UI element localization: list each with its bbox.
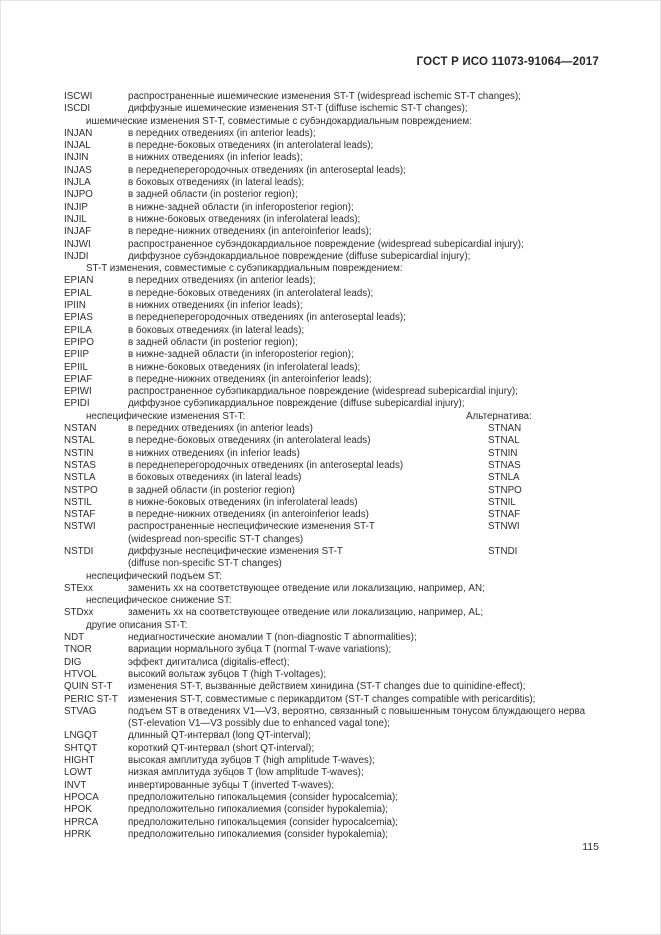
- abbreviation-code: EPIIL: [64, 361, 88, 373]
- abbreviation-code: NSTLA: [64, 472, 96, 484]
- abbreviation-description: изменения ST-T, совместимые с перикардитом (ST-T changes compatible with pericarditis);: [128, 693, 536, 705]
- abbreviation-code: EPIAF: [64, 373, 93, 385]
- section-row: [64, 116, 601, 128]
- alternative-code: STNAL: [488, 435, 520, 447]
- abbreviation-description: в боковых отведениях (in lateral leads);: [128, 177, 305, 189]
- abbreviation-description: диффузные неспецифические изменения ST-T: [128, 545, 343, 557]
- abbreviation-description: инвертированные зубцы T (inverted T-waves);: [128, 779, 335, 791]
- abbreviation-description: заменить хх на соответствующее отведение или локализацию, например, AN;: [128, 582, 485, 594]
- abbreviation-code: NSTPO: [64, 484, 98, 496]
- abbreviation-row: [64, 374, 601, 386]
- abbreviation-row: [64, 202, 601, 214]
- section-row: [64, 263, 601, 275]
- abbreviation-description: в передне-боковых отведениях (in anterolateral leads);: [128, 287, 374, 299]
- abbreviation-row: [64, 657, 601, 669]
- section-label: неспецифический подъем ST:: [86, 570, 222, 582]
- abbreviation-code: NSTAF: [64, 509, 96, 521]
- abbreviation-description: предположительно гипокалиемия (consider hypokalemia);: [128, 804, 388, 816]
- abbreviation-code: EPIIP: [64, 349, 90, 361]
- abbreviation-description: диффузные ишемические изменения ST-T (diffuse ischemic ST-T changes);: [128, 103, 468, 115]
- abbreviation-row: [64, 152, 601, 164]
- abbreviation-code: INJAN: [64, 127, 93, 139]
- abbreviation-code: ISCWI: [64, 91, 93, 102]
- abbreviation-description: предположительно гипокальцемия (consider hypocalcemia);: [128, 816, 398, 828]
- alternative-code: STNLA: [488, 472, 520, 484]
- abbreviation-row: [64, 275, 601, 287]
- abbreviation-row: [64, 743, 601, 755]
- abbreviation-code: HPOCA: [64, 791, 99, 803]
- abbreviation-code: IPIIN: [64, 300, 86, 312]
- abbreviation-description: распространенное субэпикардиальное повреждение (widespread subepicardial injury);: [128, 386, 518, 398]
- section-label: ST-T изменения, совместимые с субэпикардиальным повреждением:: [86, 263, 403, 275]
- section-label: ишемические изменения ST-T, совместимые с субэндокардиальным повреждением:: [86, 115, 472, 127]
- abbreviation-row: [64, 140, 601, 152]
- abbreviation-code: INJAS: [64, 164, 92, 176]
- abbreviation-row: [64, 362, 601, 374]
- abbreviation-row: [64, 448, 601, 460]
- abbreviation-code: EPILA: [64, 324, 92, 336]
- abbreviation-row: [64, 706, 601, 718]
- document-standard-number: ГОСТ Р ИСО 11073-91064—2017: [416, 56, 599, 68]
- section-row: [64, 411, 601, 423]
- abbreviation-description: распространенные неспецифические изменения ST-T: [128, 521, 375, 533]
- abbreviation-row: [64, 817, 601, 829]
- abbreviation-row: [64, 460, 601, 472]
- abbreviation-description: в нижних отведениях (in inferior leads);: [128, 300, 303, 312]
- abbreviation-description: изменения ST-T, вызванные действием хинидина (ST-T changes due to quinidine-effect);: [128, 681, 526, 693]
- abbreviation-row: [64, 632, 601, 644]
- abbreviation-description: в нижне-боковых отведениях (in inferolateral leads);: [128, 213, 361, 225]
- abbreviation-description: в передне-нижних отведениях (in anteroinferior leads);: [128, 373, 372, 385]
- abbreviation-row: [64, 91, 601, 103]
- abbreviation-description: в переднеперегородочных отведениях (in anteroseptal leads);: [128, 164, 406, 176]
- abbreviation-row: [64, 755, 601, 767]
- abbreviation-code: EPIAS: [64, 312, 93, 324]
- abbreviation-description: в нижних отведениях (in inferior leads): [128, 447, 300, 459]
- abbreviation-code: ISCDI: [64, 103, 91, 115]
- section-row: [64, 571, 601, 583]
- abbreviation-description: предположительно гипокалиемия (consider hypokalemia);: [128, 828, 388, 840]
- abbreviation-description: в нижне-боковых отведениях (in inferolateral leads);: [128, 361, 361, 373]
- abbreviation-row: [64, 103, 601, 115]
- abbreviation-row: [64, 472, 601, 484]
- abbreviation-code: EPIDI: [64, 398, 90, 410]
- abbreviation-code: NSTAL: [64, 435, 95, 447]
- abbreviation-description: в передних отведениях (in anterior leads);: [128, 275, 316, 287]
- abbreviation-code: EPIAL: [64, 287, 92, 299]
- abbreviation-row: [64, 165, 601, 177]
- alternative-code: STNIN: [488, 447, 518, 459]
- abbreviation-list: [64, 91, 601, 841]
- abbreviation-row: [64, 239, 601, 251]
- abbreviation-row: [64, 534, 601, 546]
- abbreviation-row: [64, 288, 601, 300]
- abbreviation-description: в нижних отведениях (in inferior leads);: [128, 152, 303, 164]
- abbreviation-code: TNOR: [64, 644, 92, 656]
- abbreviation-code: NSTIL: [64, 496, 92, 508]
- abbreviation-code: LOWT: [64, 767, 93, 779]
- abbreviation-code: EPIWI: [64, 386, 92, 398]
- abbreviation-row: [64, 694, 601, 706]
- abbreviation-code: STExx: [64, 582, 93, 594]
- abbreviation-row: [64, 300, 601, 312]
- abbreviation-code: HIGHT: [64, 755, 95, 767]
- abbreviation-row: [64, 312, 601, 324]
- abbreviation-row: [64, 804, 601, 816]
- abbreviation-code: HPOK: [64, 804, 92, 816]
- abbreviation-description: в нижне-боковых отведениях (in inferolateral leads): [128, 496, 358, 508]
- abbreviation-row: [64, 386, 601, 398]
- section-row: [64, 595, 601, 607]
- abbreviation-code: QUIN ST-T: [64, 681, 113, 693]
- abbreviation-code: NDT: [64, 632, 85, 644]
- abbreviation-row: [64, 398, 601, 410]
- alternative-code: STNAN: [488, 423, 522, 435]
- abbreviation-row: [64, 780, 601, 792]
- abbreviation-description: в передне-боковых отведениях (in anterolateral leads): [128, 435, 371, 447]
- abbreviation-description: распространенное субэндокардиальное повреждение (widespread subepicardial injury);: [128, 238, 524, 250]
- alternative-code: STNAS: [488, 459, 521, 471]
- abbreviation-description: в передне-боковых отведениях (in anterolateral leads);: [128, 140, 374, 152]
- abbreviation-row: [64, 435, 601, 447]
- abbreviation-code: INJIL: [64, 213, 87, 225]
- alternative-code: STNAF: [488, 509, 521, 521]
- abbreviation-row: [64, 644, 601, 656]
- abbreviation-description: в переднеперегородочных отведениях (in anteroseptal leads);: [128, 312, 406, 324]
- abbreviation-code: DIG: [64, 656, 82, 668]
- abbreviation-description: недиагностические аномалии T (non-diagnostic T abnormalities);: [128, 632, 417, 644]
- abbreviation-description: в задней области (in posterior region): [128, 484, 295, 496]
- abbreviation-row: [64, 177, 601, 189]
- abbreviation-row: [64, 128, 601, 140]
- abbreviation-description: в переднеперегородочных отведениях (in anteroseptal leads): [128, 459, 404, 471]
- abbreviation-description: предположительно гипокальцемия (consider hypocalcemia);: [128, 791, 398, 803]
- abbreviation-code: INJDI: [64, 250, 89, 262]
- abbreviation-description: эффект дигиталиса (digitalis-effect);: [128, 656, 290, 668]
- abbreviation-code: HPRK: [64, 828, 92, 840]
- abbreviation-description: заменить хх на соответствующее отведение или локализацию, например, AL;: [128, 607, 484, 619]
- abbreviation-code: EPIAN: [64, 275, 94, 287]
- abbreviation-code: PERIC ST-T: [64, 693, 118, 705]
- abbreviation-row: [64, 730, 601, 742]
- alternative-code: STNWI: [488, 521, 520, 533]
- abbreviation-code: NSTAN: [64, 423, 97, 435]
- abbreviation-code: STDxx: [64, 607, 94, 619]
- abbreviation-code: INJLA: [64, 177, 91, 189]
- abbreviation-row: [64, 521, 601, 533]
- abbreviation-row: [64, 214, 601, 226]
- abbreviation-row: [64, 485, 601, 497]
- abbreviation-code: EPIPO: [64, 336, 94, 348]
- abbreviation-description: в задней области (in posterior region);: [128, 336, 298, 348]
- abbreviation-row: [64, 337, 601, 349]
- abbreviation-description: диффузное субэпикардиальное повреждение (diffuse subepicardial injury);: [128, 398, 465, 410]
- abbreviation-description: высокая амплитуда зубцов T (high amplitude T-waves);: [128, 755, 375, 767]
- abbreviation-code: INJIP: [64, 201, 88, 213]
- abbreviation-description: низкая амплитуда зубцов T (low amplitude T-waves);: [128, 767, 364, 779]
- abbreviation-description: длинный QT-интервал (long QT-interval);: [128, 730, 311, 742]
- abbreviation-description: высокий вольтаж зубцов T (high T-voltages);: [128, 668, 327, 680]
- abbreviation-description: подъем ST в отведениях V1—V3, вероятно, связанный с повышенным тонусом блуждающего нерва: [128, 705, 586, 717]
- abbreviation-description: (widespread non-specific ST-T changes): [128, 533, 304, 545]
- alternative-code: STNDI: [488, 545, 518, 557]
- abbreviation-code: LNGQT: [64, 730, 98, 742]
- abbreviation-code: INJPO: [64, 189, 93, 201]
- section-label: неспецифические изменения ST-T:: [86, 410, 246, 422]
- abbreviation-row: [64, 226, 601, 238]
- abbreviation-row: [64, 829, 601, 841]
- abbreviation-code: HTVOL: [64, 668, 97, 680]
- abbreviation-row: [64, 349, 601, 361]
- abbreviation-row: [64, 423, 601, 435]
- abbreviation-description: в боковых отведениях (in lateral leads): [128, 472, 302, 484]
- abbreviation-code: INJAF: [64, 226, 92, 238]
- abbreviation-code: INVT: [64, 779, 87, 791]
- abbreviation-code: HPRCA: [64, 816, 99, 828]
- abbreviation-row: [64, 669, 601, 681]
- page-number: 115: [582, 841, 599, 853]
- abbreviation-code: INJAL: [64, 140, 91, 152]
- abbreviation-row: [64, 767, 601, 779]
- abbreviation-code: SHTQT: [64, 742, 98, 754]
- abbreviation-description: вариации нормального зубца T (normal T-wave variations);: [128, 644, 392, 656]
- abbreviation-code: STVAG: [64, 705, 97, 717]
- abbreviation-description: диффузное субэндокардиальное повреждение (diffuse subepicardial injury);: [128, 250, 471, 262]
- abbreviation-row: [64, 546, 601, 558]
- abbreviation-description: в боковых отведениях (in lateral leads);: [128, 324, 305, 336]
- section-label: другие описания ST-T:: [86, 619, 188, 631]
- abbreviation-description: в передне-нижних отведениях (in anteroinferior leads): [128, 509, 369, 521]
- abbreviation-code: INJWI: [64, 238, 91, 250]
- abbreviation-code: INJIN: [64, 152, 89, 164]
- abbreviation-description: (ST-elevation V1—V3 possibly due to enhanced vagal tone);: [128, 718, 390, 730]
- alternative-code: STNIL: [488, 496, 516, 508]
- section-label: неспецифическое снижение ST:: [86, 595, 232, 607]
- abbreviation-description: в задней области (in posterior region);: [128, 189, 298, 201]
- abbreviation-code: NSTAS: [64, 459, 96, 471]
- abbreviation-description: (diffuse non-specific ST-T changes): [128, 558, 282, 570]
- abbreviation-row: [64, 189, 601, 201]
- alternative-code: STNPO: [488, 484, 522, 496]
- abbreviation-description: в нижне-задней области (in inferoposterior region);: [128, 201, 354, 213]
- abbreviation-row: [64, 583, 601, 595]
- abbreviation-row: [64, 792, 601, 804]
- abbreviation-row: [64, 509, 601, 521]
- abbreviation-description: в нижне-задней области (in inferoposterior region);: [128, 349, 354, 361]
- abbreviation-row: [64, 718, 601, 730]
- abbreviation-description: распространенные ишемические изменения ST-T (widespread ischemic ST-T changes);: [128, 91, 521, 102]
- abbreviation-row: [64, 607, 601, 619]
- abbreviation-row: [64, 497, 601, 509]
- abbreviation-description: в передних отведениях (in anterior leads): [128, 423, 313, 435]
- abbreviation-row: [64, 558, 601, 570]
- abbreviation-description: в передних отведениях (in anterior leads);: [128, 127, 316, 139]
- alternative-header: Альтернатива:: [466, 410, 532, 422]
- abbreviation-description: в передне-нижних отведениях (in anteroinferior leads);: [128, 226, 372, 238]
- abbreviation-code: NSTDI: [64, 545, 94, 557]
- abbreviation-code: NSTWI: [64, 521, 96, 533]
- section-row: [64, 620, 601, 632]
- abbreviation-row: [64, 325, 601, 337]
- abbreviation-row: [64, 251, 601, 263]
- abbreviation-description: короткий QT-интервал (short QT-interval);: [128, 742, 315, 754]
- abbreviation-row: [64, 681, 601, 693]
- abbreviation-code: NSTIN: [64, 447, 94, 459]
